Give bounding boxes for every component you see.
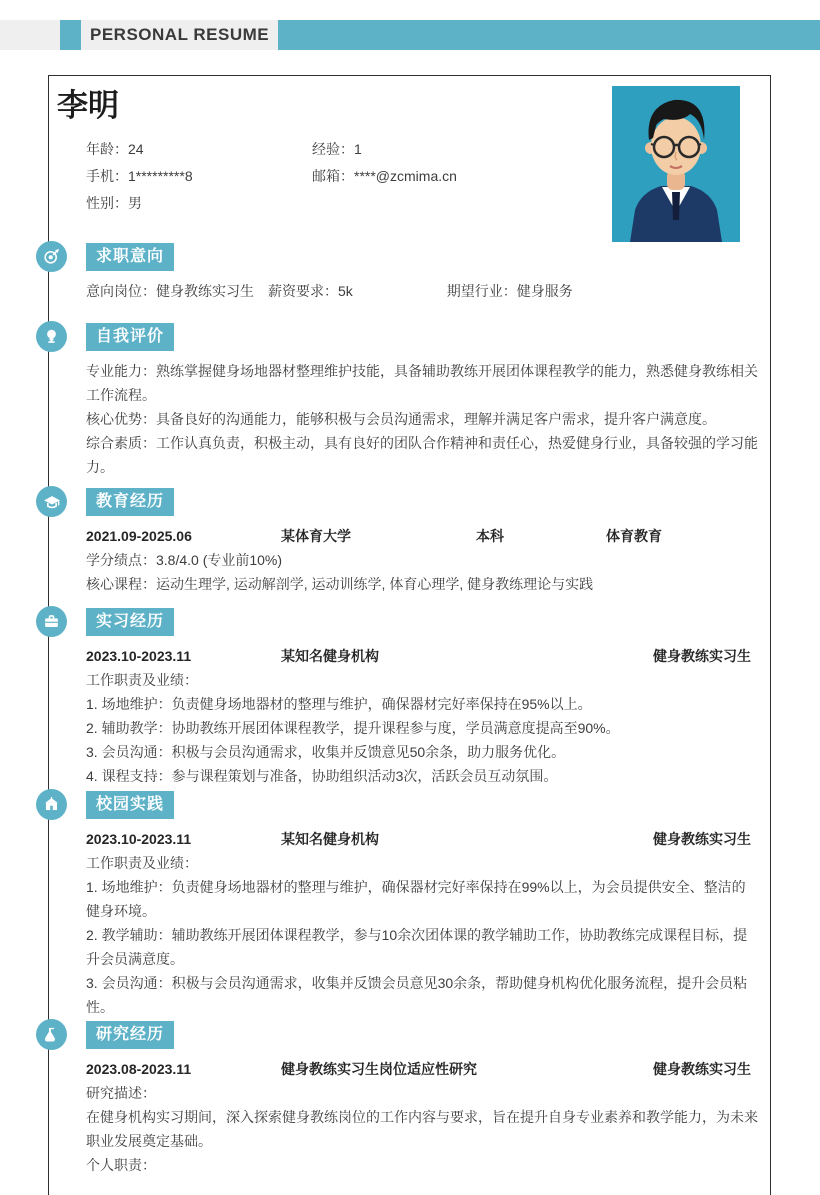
- section-content: [86, 524, 758, 596]
- section-title: 自我评价: [86, 323, 174, 351]
- entry-date: 2023.08-2023.11: [86, 1061, 192, 1077]
- entry-role: 健身教练实习生: [653, 1061, 751, 1077]
- evaluation-line: 核心优势：具备良好的沟通能力，能够积极与会员沟通需求，理解并满足客户需求，提升客户满意度。: [86, 411, 716, 427]
- campus-entry-row: [86, 827, 758, 851]
- field-value: 24: [128, 141, 144, 157]
- detail-line: 学分绩点：3.8/4.0 (专业前10%): [86, 552, 283, 568]
- section-content: [86, 827, 758, 1019]
- candidate-name: 李明: [57, 88, 119, 123]
- section-content: [86, 644, 758, 788]
- section-education: [86, 488, 758, 596]
- section-header: [86, 243, 758, 271]
- intent-industry: [447, 279, 573, 303]
- research-entry-row: [86, 1057, 758, 1081]
- section-title: 实习经历: [86, 608, 174, 636]
- entry-company: 某知名健身机构: [281, 831, 379, 847]
- field-label: 经验：: [312, 141, 354, 157]
- field-value: 男: [128, 195, 142, 211]
- detail-line: 核心课程：运动生理学, 运动解剖学, 运动训练学, 体育心理学, 健身教练理论与实践: [86, 576, 594, 592]
- portrait-illustration: [612, 86, 740, 242]
- profile-field-phone: [86, 163, 312, 190]
- section-header: [86, 1021, 758, 1049]
- profile-field-email: [312, 163, 596, 190]
- entry-date: 2023.10-2023.11: [86, 648, 192, 664]
- detail-line: 2. 教学辅助：辅助教练开展团体课程教学，参与10余次团体课的教学辅助工作，协助教练完成课程目标，提升会员满意度。: [86, 927, 748, 967]
- detail-line: 在健身机构实习期间，深入探索健身教练岗位的工作内容与要求，旨在提升自身专业素养和教学能力，为未来职业发展奠定基础。: [86, 1109, 758, 1149]
- field-value: 5k: [338, 283, 353, 299]
- detail-line: 3. 会员沟通：积极与会员沟通需求，收集并反馈会员意见30余条，帮助健身机构优化服务流程，提升会员粘性。: [86, 975, 748, 1015]
- page-title: PERSONAL RESUME: [90, 25, 270, 44]
- evaluation-line: 专业能力：熟练掌握健身场地器材整理维护技能，具备辅助教练开展团体课程教学的能力，熟悉健身教练相关工作流程。: [86, 363, 758, 403]
- field-value: 健身教练实习生: [156, 283, 254, 299]
- profile-field-gender: [86, 190, 312, 217]
- entry-school: 某体育大学: [281, 528, 351, 544]
- field-label: 薪资要求：: [268, 283, 338, 299]
- target-icon: [36, 241, 67, 272]
- job-intent-row: [86, 279, 758, 303]
- field-value: 1: [354, 141, 362, 157]
- section-job-intent: [86, 243, 758, 303]
- briefcase-icon: [36, 606, 67, 637]
- entry-date: 2023.10-2023.11: [86, 831, 192, 847]
- field-label: 年龄：: [86, 141, 128, 157]
- detail-line: 工作职责及业绩：: [86, 855, 198, 871]
- entry-date: 2021.09-2025.06: [86, 528, 192, 544]
- section-internship: [86, 608, 758, 788]
- detail-line: 3. 会员沟通：积极与会员沟通需求，收集并反馈意见50余条，助力服务优化。: [86, 744, 566, 760]
- section-header: [86, 608, 758, 636]
- detail-line: 1. 场地维护：负责健身场地器材的整理与维护，确保器材完好率保持在99%以上，为会员提供安全、整洁的健身环境。: [86, 879, 746, 919]
- field-value: ****@zcmima.cn: [354, 168, 457, 184]
- resume-card: [48, 75, 771, 1195]
- flask-icon: [36, 1019, 67, 1050]
- section-header: [86, 323, 758, 351]
- section-self-evaluation: [86, 323, 758, 479]
- section-header: [86, 488, 758, 516]
- intent-position: [86, 279, 254, 303]
- field-label: 手机：: [86, 168, 128, 184]
- field-label: 邮箱：: [312, 168, 354, 184]
- field-label: 期望行业：: [446, 283, 517, 299]
- field-value: 1*********8: [128, 168, 193, 184]
- profile-field-age: [86, 136, 312, 163]
- profile-info-grid: [86, 136, 596, 217]
- field-label: 意向岗位：: [86, 283, 156, 299]
- section-title: 求职意向: [86, 243, 174, 271]
- evaluation-line: 综合素质：工作认真负责，积极主动，具有良好的团队合作精神和责任心，热爱健身行业，具备较强的学习能力。: [86, 435, 758, 475]
- page-header: [0, 20, 820, 50]
- internship-entry-row: [86, 644, 758, 668]
- section-title: 研究经历: [86, 1021, 174, 1049]
- entry-company: 某知名健身机构: [281, 648, 379, 664]
- section-content: [86, 359, 758, 479]
- section-header: [86, 791, 758, 819]
- entry-major: 体育教育: [606, 528, 662, 544]
- detail-line: 2. 辅助教学：协助教练开展团体课程教学，提升课程参与度，学员满意度提高至90%。: [86, 720, 620, 736]
- section-title: 校园实践: [86, 791, 174, 819]
- field-label: 性别：: [86, 195, 128, 211]
- profile-photo: [612, 86, 740, 242]
- education-entry-row: [86, 524, 758, 548]
- section-campus-practice: [86, 791, 758, 1019]
- detail-line: 个人职责：: [86, 1157, 156, 1173]
- detail-line: 4. 课程支持：参与课程策划与准备，协助组织活动3次，活跃会员互动氛围。: [86, 768, 558, 784]
- profile-field-experience: [312, 136, 596, 163]
- entry-role: 健身教练实习生: [653, 648, 751, 664]
- header-accent-block: [60, 20, 81, 50]
- section-content: [86, 1057, 758, 1177]
- entry-project: 健身教练实习生岗位适应性研究: [281, 1061, 477, 1077]
- entry-role: 健身教练实习生: [653, 831, 751, 847]
- intent-salary: [268, 279, 353, 303]
- detail-line: 研究描述：: [86, 1085, 156, 1101]
- section-research: [86, 1021, 758, 1177]
- entry-degree: 本科: [476, 528, 504, 544]
- school-icon: [36, 789, 67, 820]
- lightbulb-icon: [36, 321, 67, 352]
- section-content: [86, 279, 758, 303]
- detail-line: 1. 场地维护：负责健身场地器材的整理与维护，确保器材完好率保持在95%以上。: [86, 696, 592, 712]
- detail-line: 工作职责及业绩：: [86, 672, 198, 688]
- graduation-cap-icon: [36, 486, 67, 517]
- field-value: 健身服务: [516, 283, 573, 299]
- section-title: 教育经历: [86, 488, 174, 516]
- header-accent-bar: [278, 20, 820, 50]
